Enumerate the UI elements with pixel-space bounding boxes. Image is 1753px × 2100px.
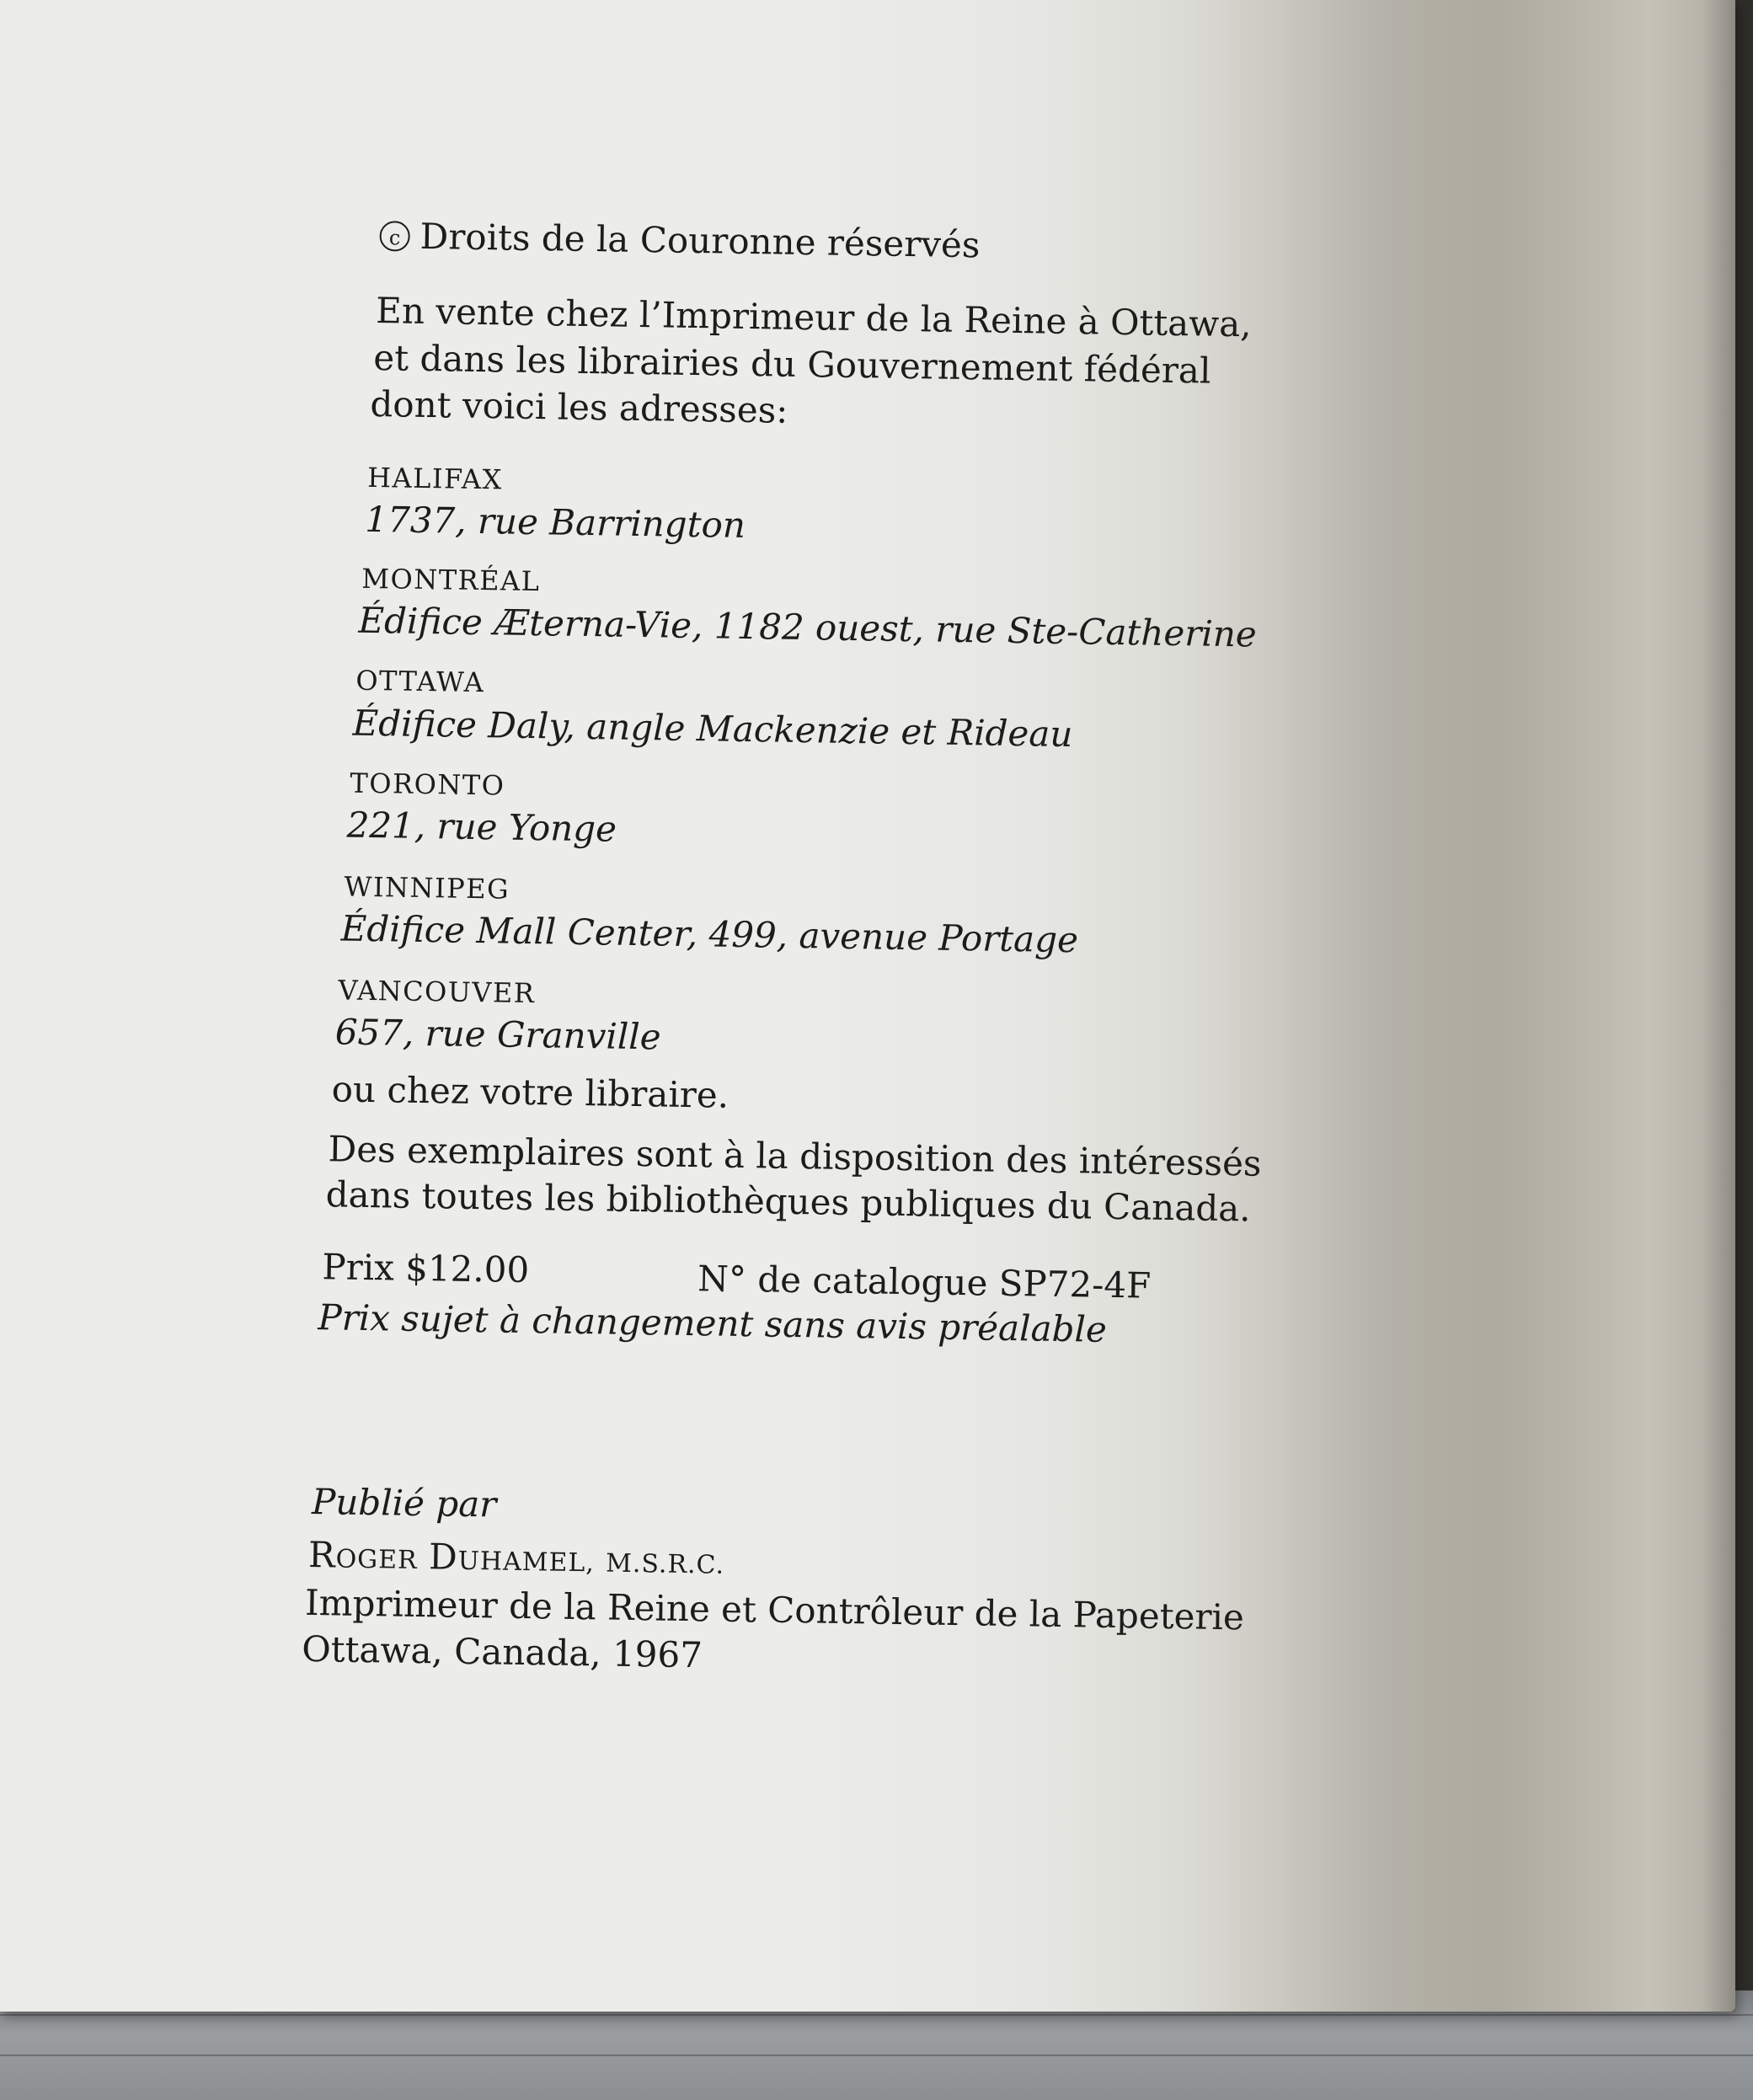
published-by: Publié par [311,1481,497,1526]
publisher-first-initial: R [307,1533,337,1576]
intro-line: et dans les librairies du Gouvernement fédéral [373,337,1211,392]
address-city: HALIFAX [366,461,504,496]
intro-line: En vente chez l’Imprimeur de la Reine à Ottawa, [375,290,1253,345]
address-street: Édifice Mall Center, 499, avenue Portage [340,907,1079,961]
address-city: VANCOUVER [338,974,536,1010]
availability-line: Des exemplaires sont à la disposition des intéressés [328,1128,1262,1184]
price-note: Prix sujet à changement sans avis préalable [318,1296,1108,1350]
desk-seam [0,2055,1753,2056]
address-street: 221, rue Yonge [346,804,617,850]
price: Prix $12.00 [322,1246,530,1291]
address-city: MONTRÉAL [361,562,541,598]
copyright-line [379,215,981,266]
outro-line: ou chez votre libraire. [331,1068,730,1116]
copyright-icon: c [379,221,410,252]
copyright-text: Droits de la Couronne réservés [420,215,981,266]
publisher-place-date: Ottawa, Canada, 1967 [301,1627,703,1676]
availability-line: dans toutes les bibliothèques publiques du Canada. [325,1173,1251,1230]
address-street: 657, rue Granville [334,1011,661,1058]
address-city: TORONTO [350,767,505,802]
address-city: OTTAWA [355,664,485,699]
address-street: Édifice Æterna-Vie, 1182 ouest, rue Ste-Catherine [358,599,1258,655]
publisher-credentials: M.S.R.C. [605,1548,725,1580]
intro-line: dont voici les adresses: [370,382,788,431]
address-street: 1737, rue Barrington [364,498,746,546]
publisher-name [308,1534,725,1587]
publisher-title: Imprimeur de la Reine et Contrôleur de la Papeterie [304,1581,1245,1638]
publisher-last-rest: UHAMEL, [457,1546,596,1579]
address-city: WINNIPEG [344,870,510,906]
address-street: Édifice Daly, angle Mackenzie et Rideau [352,702,1073,756]
publisher-last-initial: D [428,1536,459,1578]
catalogue-number: N° de catalogue SP72-4F [697,1258,1152,1306]
publisher-first-rest: OGER [335,1544,418,1576]
